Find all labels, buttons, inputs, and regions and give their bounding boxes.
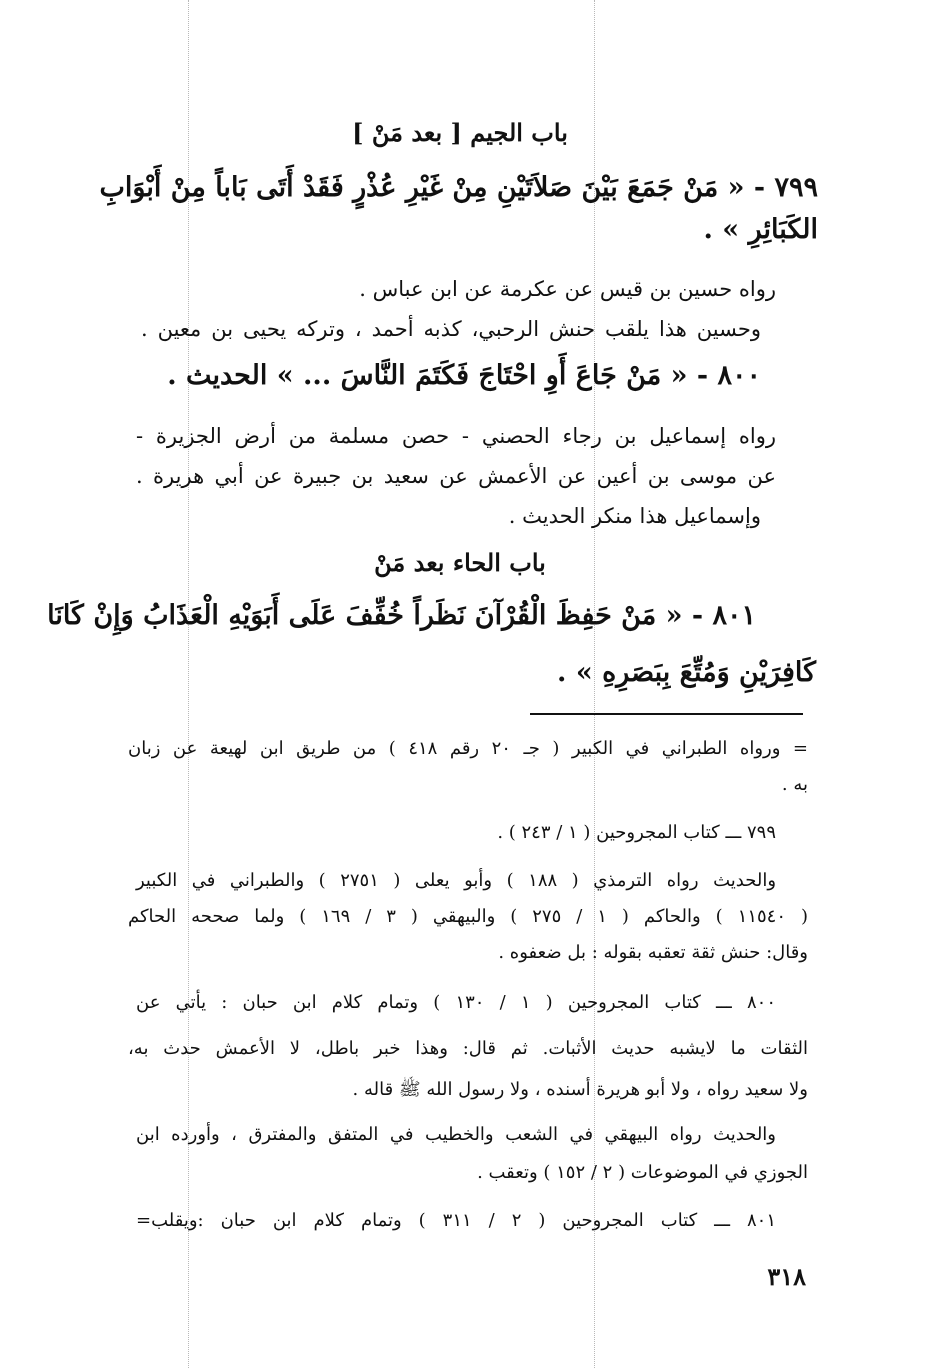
page-number: ٣١٨ bbox=[767, 1262, 806, 1291]
narration-799-line-1: رواه حسين بن قيس عن عكرمة عن ابن عباس . bbox=[359, 277, 776, 301]
hadith-800-line-1: ٨٠٠ - « مَنْ جَاعَ أَوِ احْتَاجَ فَكَتَمَ النَّاسَ ... » الحديث . bbox=[167, 360, 761, 391]
footnote-799-line-1: ٧٩٩ ـــ كتاب المجروحين ( ١ / ٢٤٣ ) . bbox=[497, 822, 776, 843]
scan-fold-line bbox=[188, 0, 189, 1368]
hadith-799-line-2: الكَبَائِرِ » . bbox=[703, 214, 818, 245]
footnote-continuation-line-1: = ورواه الطبراني في الكبير ( جـ ٢٠ رقم ٤١٨ ) من طريق ابن لهيعة عن زبان bbox=[128, 738, 808, 759]
footnote-799-line-4: وقال: حنش ثقة تعقبه بقوله : بل ضعفوه . bbox=[498, 942, 808, 963]
footnote-800-line-1: ٨٠٠ ـــ كتاب المجروحين ( ١ / ١٣٠ ) وتمام كلام ابن حبان : يأتي عن bbox=[136, 992, 776, 1013]
footnote-continuation-line-2: به . bbox=[781, 774, 808, 795]
hadith-801-line-1: ٨٠١ - « مَنْ حَفِظَ الْقُرْآنَ نَظَراً خُفِّفَ عَلَى أَبَوَيْهِ الْعَذَابُ وَإِنْ كَانَا bbox=[47, 600, 756, 631]
footnote-799-line-3: ( ١١٥٤٠ ) والحاكم ( ١ / ٢٧٥ ) والبيهقي ( ٣ / ١٦٩ ) ولما صححه الحاكم bbox=[128, 906, 808, 927]
footnote-800-line-3: ولا سعيد رواه ، ولا أبو هريرة أسنده ، ولا رسول الله ﷺ قاله . bbox=[352, 1079, 808, 1100]
hadith-799-line-1: ٧٩٩ - « مَنْ جَمَعَ بَيْنَ صَلاَتَيْنِ مِنْ غَيْرِ عُذْرٍ فَقَدْ أَتَى بَاباً مِنْ أَبْوَابِ bbox=[99, 172, 818, 203]
footnote-800-line-5: الجوزي في الموضوعات ( ٢ / ١٥٢ ) وتعقب . bbox=[477, 1162, 808, 1183]
footnote-800-line-2: الثقات ما لايشبه حديث الأثبات. ثم قال: وهذا خبر باطل، لا الأعمش حدث به، bbox=[128, 1038, 808, 1059]
narration-800-line-2: عن موسى بن أعين عن الأعمش عن سعيد بن جبيرة عن أبي هريرة . bbox=[136, 464, 776, 488]
narration-799-line-2: وحسين هذا يلقب حنش الرحبي، كذبه أحمد ، وتركه يحيى بن معين . bbox=[141, 317, 761, 341]
section-heading-ha: باب الحاء بعد مَنْ bbox=[374, 548, 546, 577]
section-heading-jim: باب الجيم [ بعد مَنْ ] bbox=[352, 118, 568, 147]
narration-800-line-1: رواه إسماعيل بن رجاء الحصني - حصن مسلمة من أرض الجزيرة - bbox=[136, 424, 776, 448]
footnote-800-line-4: والحديث رواه البيهقي في الشعب والخطيب في المتفق والمفترق ، وأورده ابن bbox=[136, 1124, 776, 1145]
footnote-separator bbox=[530, 713, 803, 715]
narration-800-line-3: وإسماعيل هذا منكر الحديث . bbox=[508, 504, 761, 528]
hadith-801-line-2: كَافِرَيْنِ وَمُتِّعَ بِبَصَرِهِ » . bbox=[557, 657, 816, 688]
footnote-799-line-2: والحديث رواه الترمذي ( ١٨٨ ) وأبو يعلى ( ٢٧٥١ ) والطبراني في الكبير bbox=[136, 870, 777, 891]
footnote-801-line-1: ٨٠١ ـــ كتاب المجروحين ( ٢ / ٣١١ ) وتمام كلام ابن حبان :ويقلب= bbox=[136, 1210, 776, 1231]
